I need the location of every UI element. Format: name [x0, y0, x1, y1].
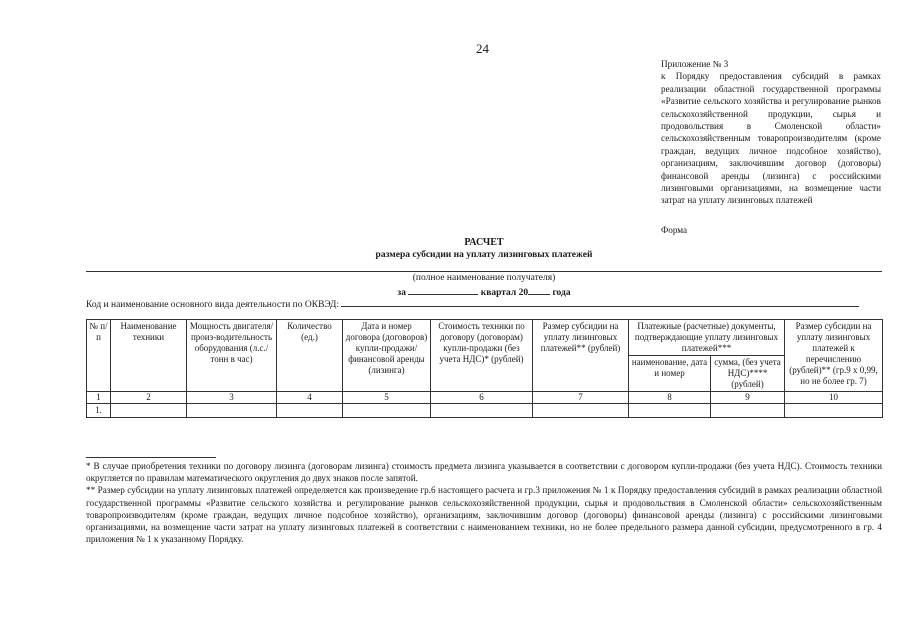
- form-label: Форма: [661, 225, 688, 235]
- table-cell: [629, 404, 711, 418]
- header-payment-docs: Платежные (расчетные) документы, подтверждающие уплату лизинговых платежей***: [629, 320, 785, 356]
- table-cell: [277, 404, 343, 418]
- appendix-block: [661, 58, 881, 207]
- footnotes: [86, 460, 882, 545]
- column-number: 1: [87, 392, 111, 404]
- footnote-separator: [86, 457, 216, 458]
- recipient-line: [86, 271, 882, 272]
- recipient-caption: (полное наименование получателя): [412, 273, 556, 283]
- calculation-table: [86, 319, 883, 418]
- okved-fill: [341, 297, 859, 307]
- header-equipment-name: Наименование техники: [111, 320, 187, 392]
- header-doc-name: наименование, дата и номер: [629, 356, 711, 392]
- header-subsidy-transfer: Размер субсидии на уплату лизинговых платежей к перечислению (рублей)** (гр.9 x 0,99, но не более гр. 7): [785, 320, 883, 392]
- table-cell: [785, 404, 883, 418]
- page-number: 24: [476, 41, 489, 56]
- column-number: 7: [533, 392, 629, 404]
- column-number: 3: [187, 392, 277, 404]
- quarter-blank: [408, 285, 478, 295]
- column-number: 4: [277, 392, 343, 404]
- okved-line: [86, 297, 882, 310]
- header-power: Мощность двигателя/произ-водительность оборудования (л.с./тонн в час): [187, 320, 277, 392]
- footnote-2: ** Размер субсидии на уплату лизинговых платежей определяется как произведение гр.6 настоящего расчета и гр.3 приложения № 1 к Порядку предоставления субсидий в рамках реализации областной государственной программы «Развитие сельского хозяйства и регулирование рынков сельскохозяйственной продукции, сырья и продовольствия в Смоленской области» сельскохозяйственным товаропроизводителям (кроме граждан, ведущих личное подсобное хозяйство), организациям, заключившим договор (договоры) финансовой аренды (лизинга) с российскими лизинговыми организациями, на возмещение части затрат на уплату лизинговых платежей в соответствии с наименованием техники, но не более предельного размера данной субсидии, предусмотренного в гр. 4 приложения № 1 к указанному Порядку.: [86, 485, 882, 545]
- header-cost: Стоимость техники по договору (договорам) купли-продажи (без учета НДС)* (рублей): [431, 320, 533, 392]
- column-number: 8: [629, 392, 711, 404]
- column-number: 5: [343, 392, 431, 404]
- table-cell: [343, 404, 431, 418]
- quarter-middle: квартал 20: [480, 288, 529, 298]
- column-number: 2: [111, 392, 187, 404]
- document-subtitle: размера субсидии на уплату лизинговых платежей: [375, 250, 593, 260]
- table-cell: [187, 404, 277, 418]
- okved-label: Код и наименование основного вида деятельности по ОКВЭД:: [86, 300, 340, 310]
- table-cell: [111, 404, 187, 418]
- footnote-1: * В случае приобретения техники по договору лизинга (договорам лизинга) стоимость предмета лизинга указывается в соответствии с договором купли-продажи (без учета НДС). Стоимость техники округляется по правилам математического округления до двух знаков после запятой.: [86, 461, 882, 484]
- header-subsidy: Размер субсидии на уплату лизинговых платежей** (рублей): [533, 320, 629, 392]
- table-cell: [431, 404, 533, 418]
- table-cell: [711, 404, 785, 418]
- document-title: РАСЧЕТ: [464, 237, 504, 248]
- quarter-suffix: года: [552, 288, 571, 298]
- row-number: 1.: [87, 404, 111, 418]
- column-number: 6: [431, 392, 533, 404]
- table-row: [87, 404, 883, 418]
- table-column-numbers: [87, 392, 883, 404]
- header-number: № п/п: [87, 320, 111, 392]
- table-cell: [533, 404, 629, 418]
- quarter-prefix: за: [397, 288, 406, 298]
- column-number: 9: [711, 392, 785, 404]
- appendix-text: к Порядку предоставления субсидий в рамках реализации областной государственной программы «Развитие сельского хозяйства и регулирование рынков сельскохозяйственной продукции, сырья и продовольствия в Смоленской области» сельскохозяйственным товаропроизводителям (кроме граждан, ведущих личное подсобное хозяйство), организациям, заключившим договор (договоры) финансовой аренды (лизинга) с российскими лизинговыми организациями, на возмещение части затрат на уплату лизинговых платежей: [661, 71, 881, 206]
- table-header-row: [87, 320, 883, 356]
- year-blank: [528, 285, 550, 295]
- appendix-title: Приложение № 3: [661, 59, 729, 69]
- header-quantity: Количество (ед.): [277, 320, 343, 392]
- header-contract: Дата и номер договора (договоров) купли-продажи/ финансовой аренды (лизинга): [343, 320, 431, 392]
- header-doc-sum: сумма, (без учета НДС)**** (рублей): [711, 356, 785, 392]
- column-number: 10: [785, 392, 883, 404]
